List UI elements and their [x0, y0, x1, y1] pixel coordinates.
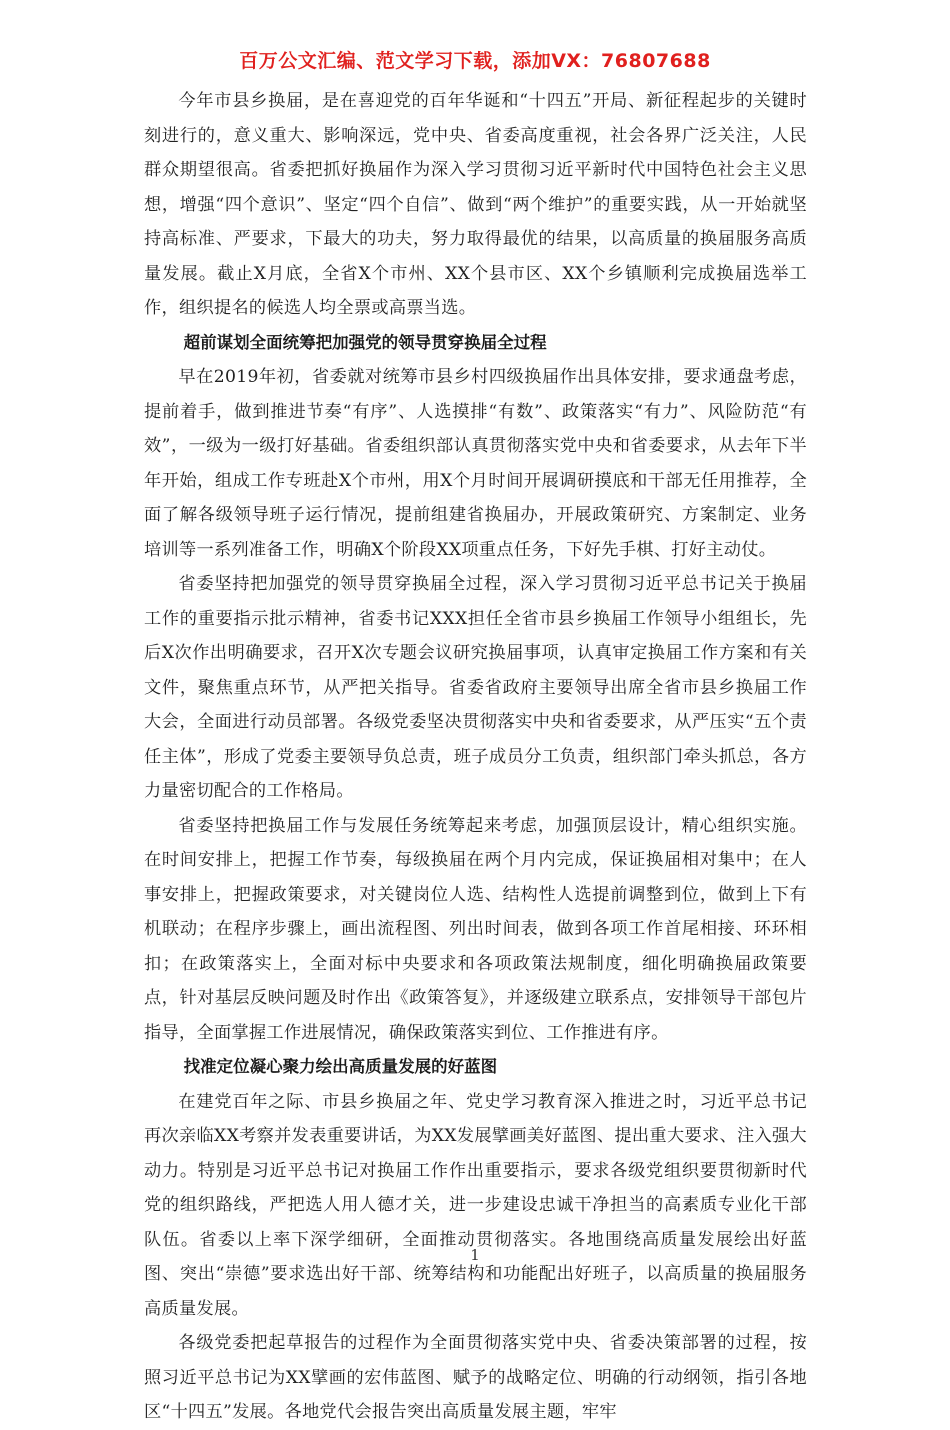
section-heading-1: 超前谋划全面统筹把加强党的领导贯穿换届全过程: [183, 332, 547, 352]
watermark-banner: 百万公文汇编、范文学习下载，添加VX：76807688: [239, 50, 711, 72]
section1-paragraph-2: 省委坚持把加强党的领导贯穿换届全过程，深入学习贯彻习近平总书记关于换届工作的重要指示批示精神，省委书记XXX担任全省市县乡换届工作领导小组组长，先后X次作出明确要求，召开X次专题会议研究换届事项，认真审定换届工作方案和有关文件，聚焦重点环节，从严把关指导。省委省政府主要领导出席全省市县乡换届工作大会，全面进行动员部署。各级党委坚决贯彻落实中央和省委要求，从严压实“五个责任主体”，形成了党委主要领导负总责，班子成员分工负责，组织部门牵头抓总，各方力量密切配合的工作格局。: [144, 574, 807, 801]
section2-paragraph-1: 在建党百年之际、市县乡换届之年、党史学习教育深入推进之时，习近平总书记再次亲临XX考察并发表重要讲话，为XX发展擘画美好蓝图、提出重大要求、注入强大动力。特别是习近平总书记对换届工作作出重要指示，要求各级党组织要贯彻新时代党的组织路线，严把选人用人德才关，进一步建设忠诚干净担当的高素质专业化干部队伍。省委以上率下深学细研，全面推动贯彻落实。各地围绕高质量发展绘出好蓝图、突出“崇德”要求选出好干部、统筹结构和功能配出好班子，以高质量的换届服务高质量发展。: [144, 1091, 807, 1319]
section-heading-2: 找准定位凝心聚力绘出高质量发展的好蓝图: [183, 1057, 498, 1076]
page-number: 1: [470, 1246, 480, 1264]
intro-paragraph: 今年市县乡换届，是在喜迎党的百年华诞和“十四五”开局、新征程起步的关键时刻进行的，意义重大、影响深远，党中央、省委高度重视，社会各界广泛关注，人民群众期望很高。省委把抓好换届作为深入学习贯彻习近平新时代中国特色社会主义思想，增强“四个意识”、坚定“四个自信”、做到“两个维护”的重要实践，从一开始就坚持高标准、严要求，下最大的功夫，努力取得最优的结果，以高质量的换届服务高质量发展。截止X月底，全省X个市州、XX个县市区、XX个乡镇顺利完成换届选举工作，组织提名的候选人均全票或高票当选。: [144, 91, 807, 318]
section1-paragraph-1: 早在2019年初，省委就对统筹市县乡村四级换届作出具体安排，要求通盘考虑，提前着手，做到推进节奏“有序”、人选摸排“有数”、政策落实“有力”、风险防范“有效”，一级为一级打好基础。省委组织部认真贯彻落实党中央和省委要求，从去年下半年开始，组成工作专班赴X个市州，用X个月时间开展调研摸底和干部无任用推荐，全面了解各级领导班子运行情况，提前组建省换届办，开展政策研究、方案制定、业务培训等一系列准备工作，明确X个阶段XX项重点任务，下好先手棋、打好主动仗。: [144, 367, 807, 560]
section2-paragraph-2: 各级党委把起草报告的过程作为全面贯彻落实党中央、省委决策部署的过程，按照习近平总书记为XX擘画的宏伟蓝图、赋予的战略定位、明确的行动纲领，指引各地区“十四五”发展。各地党代会报告突出高质量发展主题，牢牢: [144, 1333, 807, 1422]
document-body: [144, 84, 807, 1430]
section1-paragraph-3: 省委坚持把换届工作与发展任务统筹起来考虑，加强顶层设计，精心组织实施。在时间安排上，把握工作节奏，每级换届在两个月内完成，保证换届相对集中；在人事安排上，把握政策要求，对关键岗位人选、结构性人选提前调整到位，做到上下有机联动；在程序步骤上，画出流程图、列出时间表，做到各项工作首尾相接、环环相扣；在政策落实上，全面对标中央要求和各项政策法规制度，细化明确换届政策要点，针对基层反映问题及时作出《政策答复》，并逐级建立联系点，安排领导干部包片指导，全面掌握工作进展情况，确保政策落实到位、工作推进有序。: [144, 815, 807, 1043]
